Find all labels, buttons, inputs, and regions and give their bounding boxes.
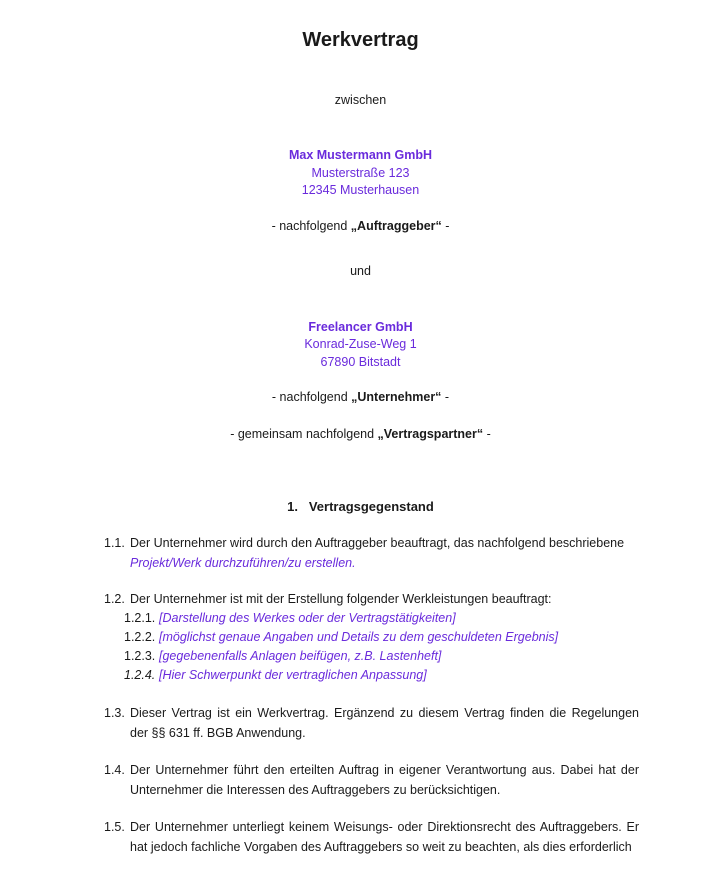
party2-role-suffix: - bbox=[441, 390, 450, 404]
subclause-1-2-4 bbox=[124, 666, 644, 686]
party1-role-suffix: - bbox=[441, 219, 450, 233]
document-title: Werkvertrag bbox=[302, 29, 419, 51]
party2-city: 67890 Bitstadt bbox=[320, 355, 401, 369]
subclause-text: [Hier Schwerpunkt der vertraglichen Anpassung] bbox=[159, 668, 427, 682]
clause-text: Der Unternehmer führt den erteilten Auftrag in eigener Verantwortung aus. Dabei hat der Unternehmer die Interessen des Auftraggebers zu berücksichtigen. bbox=[130, 763, 639, 797]
clause-1-4 bbox=[104, 761, 639, 800]
subclause-number: 1.2.2. bbox=[124, 630, 156, 644]
clause-number: 1.5. bbox=[104, 820, 125, 834]
party2-role-prefix: - nachfolgend bbox=[271, 390, 352, 404]
clause-text-main: Der Unternehmer wird durch den Auftraggeber beauftragt, das nachfolgend beschriebene bbox=[130, 536, 625, 550]
subclause-text: [möglichst genaue Angaben und Details zu dem geschuldeten Ergebnis] bbox=[159, 630, 559, 644]
clause-number: 1.3. bbox=[104, 706, 125, 720]
between-text: zwischen bbox=[334, 93, 387, 107]
joint-role: „Vertragspartner“ bbox=[377, 427, 484, 441]
and-text: und bbox=[350, 264, 371, 278]
clause-number: 1.4. bbox=[104, 763, 125, 777]
party2-role-line bbox=[0, 388, 721, 406]
subclause-number: 1.2.3. bbox=[124, 649, 156, 663]
party2-role: „Unternehmer“ bbox=[351, 390, 442, 404]
clause-text: Dieser Vertrag ist ein Werkvertrag. Ergänzend zu diesem Vertrag finden die Regelungen der §§ 631 ff. BGB Anwendung. bbox=[130, 706, 639, 740]
clause-1-1 bbox=[104, 534, 639, 573]
subclause-text: [gegebenenfalls Anlagen beifügen, z.B. Lastenheft] bbox=[159, 649, 442, 663]
clause-text: Der Unternehmer ist mit der Erstellung folgender Werkleistungen beauftragt: bbox=[130, 592, 552, 606]
subclause-text: [Darstellung des Werkes oder der Vertragstätigkeiten] bbox=[159, 611, 456, 625]
party1-name: Max Mustermann GmbH bbox=[288, 148, 433, 162]
section-heading: 1. Vertragsgegenstand bbox=[287, 499, 434, 514]
clause-1-5 bbox=[104, 818, 639, 857]
party1-street: Musterstraße 123 bbox=[311, 166, 410, 180]
clause-text: Der Unternehmer unterliegt keinem Weisungs- oder Direktionsrecht des Auftraggebers. Er hat jedoch fachliche Vorgaben des Auftraggebers so weit zu beachten, als dies erforderlich bbox=[130, 820, 639, 854]
subclause-1-2-2 bbox=[124, 628, 644, 648]
subclause-1-2-3 bbox=[124, 647, 644, 667]
party1-role-prefix: - nachfolgend bbox=[271, 219, 351, 233]
subclause-1-2-1 bbox=[124, 609, 644, 629]
party1-role-line bbox=[0, 217, 721, 235]
subclause-number: 1.2.1. bbox=[124, 611, 156, 625]
clause-number: 1.1. bbox=[104, 536, 125, 550]
joint-role-line bbox=[0, 425, 721, 443]
clause-1-3 bbox=[104, 704, 639, 743]
clause-text-placeholder: Projekt/Werk durchzuführen/zu erstellen. bbox=[130, 555, 356, 570]
subclause-number: 1.2.4. bbox=[124, 668, 156, 682]
clause-1-2 bbox=[104, 590, 639, 610]
party2-street: Konrad-Zuse-Weg 1 bbox=[304, 337, 417, 351]
party2-name: Freelancer GmbH bbox=[308, 320, 413, 334]
joint-role-suffix: - bbox=[483, 427, 491, 441]
joint-role-prefix: - gemeinsam nachfolgend bbox=[230, 427, 378, 441]
party1-role: „Auftraggeber“ bbox=[350, 219, 442, 233]
clause-number: 1.2. bbox=[104, 592, 125, 606]
party1-city: 12345 Musterhausen bbox=[301, 183, 420, 197]
clause-text bbox=[130, 534, 639, 573]
